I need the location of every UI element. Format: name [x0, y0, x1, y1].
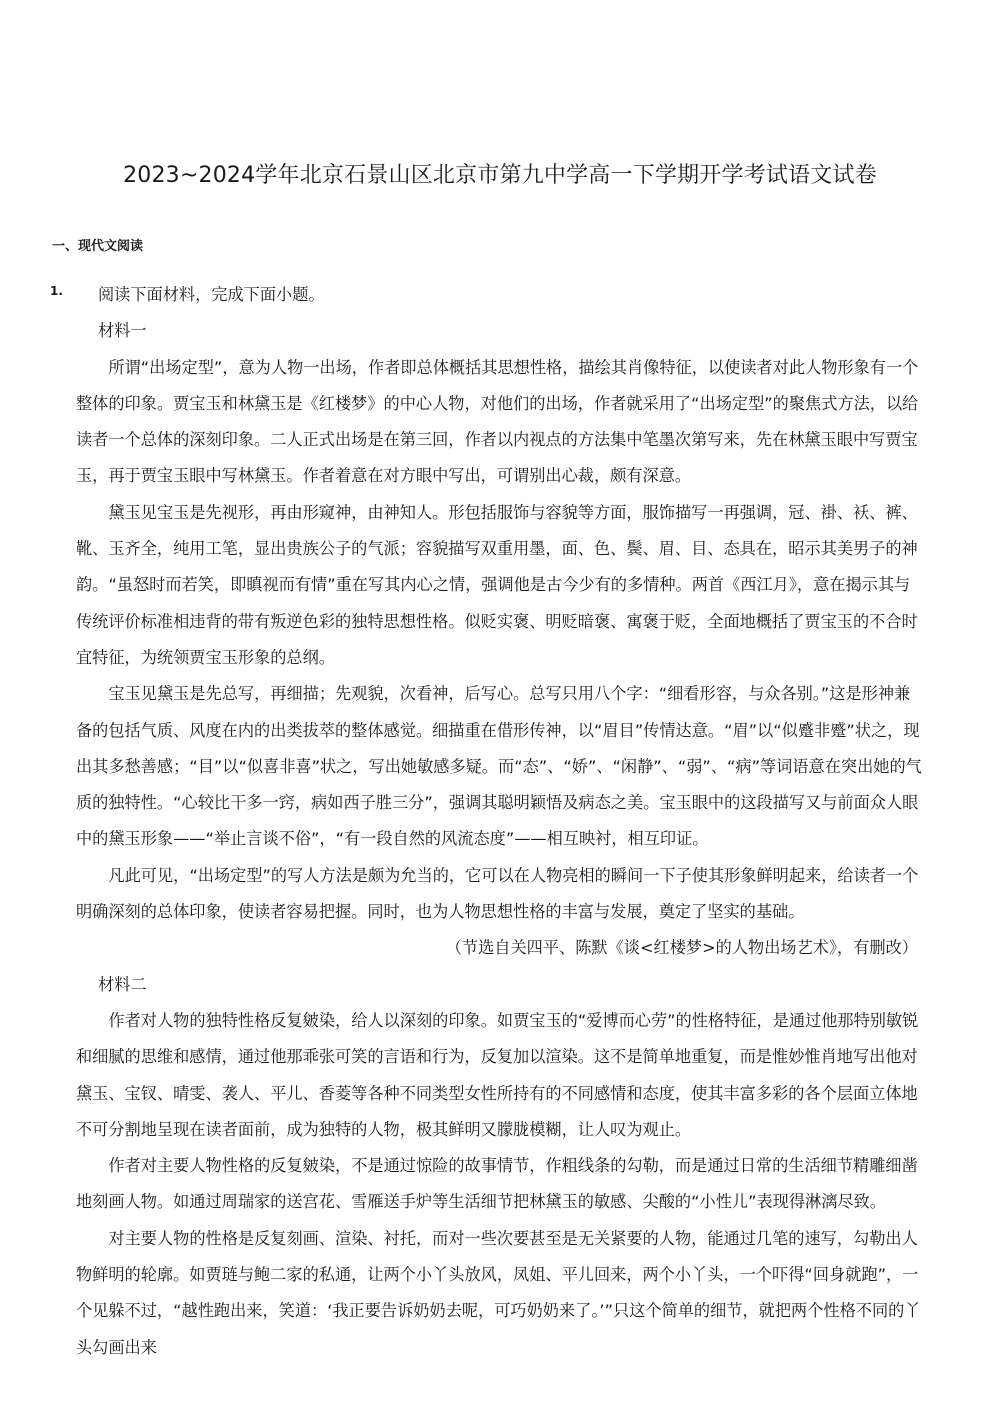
question-number: 1.	[50, 284, 63, 298]
material-2-label: 材料二	[98, 974, 147, 994]
paragraph: 凡此可见，“出场定型”的写人方法是颇为允当的，它可以在人物亮相的瞬间一下子使其形象鲜明起来，给读者一个明确深刻的总体印象，使读者容易把握。同时，也为人物思想性格的丰富与发展，奠定了坚实的基础。	[76, 865, 919, 922]
paragraph: 黛玉见宝玉是先视形，再由形窥神，由神知人。形包括服饰与容貌等方面，服饰描写一再强调，冠、褂、袄、裤、靴、玉齐全，纯用工笔，显出贵族公子的气派；容貌描写双重用墨，面、色、鬓、眉、目、态具在，昭示其美男子的神韵。“虽怒时而若笑，即瞋视而有情”重在写其内心之情，强调他是古今少有的多情种。两首《西江月》，意在揭示其与传统评价标准相违背的带有叛逆色彩的独特思想性格。似贬实褒、明贬暗褒、寓褒于贬，全面地概括了贾宝玉的不合时宜特征，为统领贾宝玉形象的总纲。	[76, 502, 918, 667]
paragraph: 所谓“出场定型”，意为人物一出场，作者即总体概括其思想性格，描绘其肖像特征，以使读者对此人物形象有一个整体的印象。贾宝玉和林黛玉是《红楼梦》的中心人物，对他们的出场，作者就采用了“出场定型”的聚焦式方法，以给读者一个总体的深刻印象。二人正式出场是在第三回，作者以内视点的方法集中笔墨次第写来，先在林黛玉眼中写贾宝玉，再于贾宝玉眼中写林黛玉。作者着意在对方眼中写出，可谓别出心裁，颇有深意。	[76, 357, 919, 486]
paragraph: 作者对人物的独特性格反复皴染，给人以深刻的印象。如贾宝玉的“爱博而心劳”的性格特征，是通过他那特别敏锐和细腻的思维和感情，通过他那乖张可笑的言语和行为，反复加以渲染。这不是简单地重复，而是惟妙惟肖地写出他对黛玉、宝钗、晴雯、袭人、平儿、香菱等各种不同类型女性所持有的不同感情和态度，使其丰富多彩的各个层面立体地不可分割地呈现在读者面前，成为独特的人物，极其鲜明又朦胧模糊，让人叹为观止。	[76, 1010, 919, 1139]
exam-title: 2023~2024学年北京石景山区北京市第九中学高一下学期开学考试语文试卷	[123, 163, 877, 188]
paragraph: 宝玉见黛玉是先总写，再细描；先观貌，次看神，后写心。总写只用八个字：“细看形容，与众各别。”这是形神兼备的包括气质、风度在内的出类拔萃的整体感觉。细描重在借形传神，以“眉目”传情达意。“眉”以“似蹙非蹙”状之，现出其多愁善感；“目”以“似喜非喜”状之，写出她敏感多疑。而“态”、“娇”、“闲静”、“弱”、“病”等词语意在突出她的气质的独特性。“心较比干多一窍，病如西子胜三分”，强调其聪明颖悟及病态之美。宝玉眼中的这段描写又与前面众人眼中的黛玉形象——“举止言谈不俗”，“有一段自然的风流态度”——相互映衬，相互印证。	[76, 684, 922, 849]
section-heading: 一、现代文阅读	[52, 239, 144, 254]
reading-passage	[76, 277, 926, 1366]
source-citation: （节选自关四平、陈默《谈<红楼梦>的人物出场艺术》，有删改）	[445, 938, 918, 958]
instruction-text: 阅读下面材料，完成下面小题。	[98, 285, 325, 304]
material-1-label: 材料一	[98, 321, 147, 341]
paragraph: 作者对主要人物性格的反复皴染，不是通过惊险的故事情节，作粗线条的勾勒，而是通过日常的生活细节精雕细凿地刻画人物。如通过周瑞家的送宫花、雪雁送手炉等生活细节把林黛玉的敏感、尖酸的“小性儿”表现得淋漓尽致。	[76, 1156, 918, 1212]
paragraph: 对主要人物的性格是反复刻画、渲染、衬托，而对一些次要甚至是无关紧要的人物，能通过几笔的速写，勾勒出人物鲜明的轮廓。如贾琏与鲍二家的私通，让两个小丫头放风，凤姐、平儿回来，两个小丫头，一个吓得“回身就跑”，一个见躲不过，“越性跑出来，笑道：‘我正要告诉奶奶去呢，可巧奶奶来了。’”只这个简单的细节，就把两个性格不同的丫头勾画出来	[76, 1228, 921, 1357]
